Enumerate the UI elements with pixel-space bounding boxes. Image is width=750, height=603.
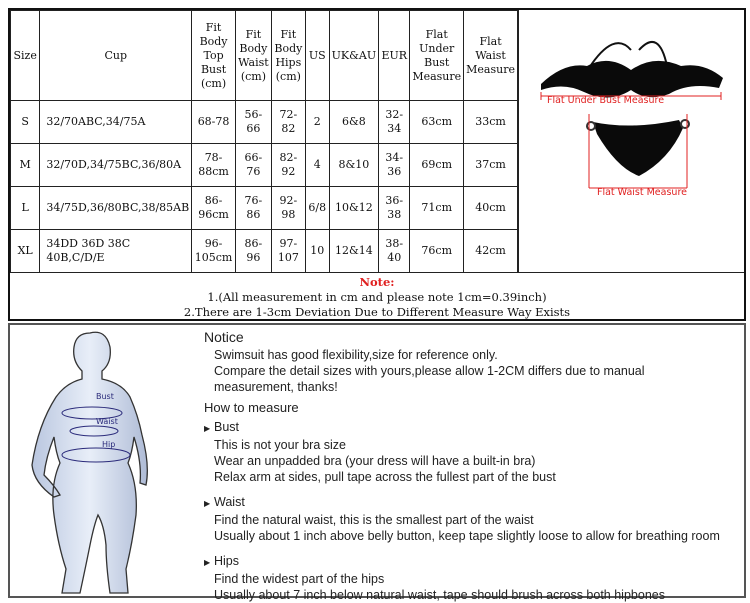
cell-us: 6/8 <box>305 187 329 230</box>
bust-title: Bust <box>214 420 240 434</box>
cell-under-bust: 76cm <box>410 230 464 273</box>
note-title: Note: <box>359 275 395 289</box>
bust-heading <box>204 419 742 437</box>
table-row <box>11 187 518 230</box>
triangle-bullet-icon: ▶ <box>204 424 211 433</box>
measurement-diagram <box>518 10 744 272</box>
cell-hips: 72-82 <box>271 101 305 144</box>
cell-top-bust: 68-78 <box>192 101 236 144</box>
cell-us: 10 <box>305 230 329 273</box>
header-us: US <box>305 11 329 101</box>
header-top-bust: Fit Body Top Bust (cm) <box>192 11 236 101</box>
notice-line-3: measurement, thanks! <box>214 380 338 394</box>
bust-line-1: This is not your bra size <box>214 438 346 452</box>
cell-flat-waist: 37cm <box>464 144 518 187</box>
cell-under-bust: 71cm <box>410 187 464 230</box>
bust-line-3: Relax arm at sides, pull tape across the fullest part of the bust <box>214 470 556 484</box>
notice-title: Notice <box>204 329 244 345</box>
note-section <box>10 272 744 322</box>
table-header-row <box>11 11 518 101</box>
cell-cup: 32/70D,34/75BC,36/80A <box>40 144 192 187</box>
cell-waist: 86-96 <box>235 230 271 273</box>
cell-flat-waist: 42cm <box>464 230 518 273</box>
cell-top-bust: 86-96cm <box>192 187 236 230</box>
cell-cup: 34/75D,36/80BC,38/85AB <box>40 187 192 230</box>
header-size: Size <box>11 11 40 101</box>
how-to-measure-title: How to measure <box>204 400 299 415</box>
hips-line-1: Find the widest part of the hips <box>214 572 385 586</box>
cell-cup: 34DD 36D 38C 40B,C/D/E <box>40 230 192 273</box>
bust-line-2: Wear an unpadded bra (your dress will have a built-in bra) <box>214 454 536 468</box>
note-line-2: 2.There are 1-3cm Deviation Due to Different Measure Way Exists <box>183 305 571 319</box>
cell-size: XL <box>11 230 40 273</box>
cell-cup: 32/70ABC,34/75A <box>40 101 192 144</box>
cell-waist: 76-86 <box>235 187 271 230</box>
cell-uk-au: 8&10 <box>329 144 379 187</box>
size-chart-panel <box>8 8 746 321</box>
triangle-bullet-icon: ▶ <box>204 558 211 567</box>
hips-title: Hips <box>214 554 240 568</box>
hips-heading <box>204 553 742 571</box>
size-table <box>10 10 518 273</box>
cell-under-bust: 69cm <box>410 144 464 187</box>
under-bust-label: Flat Under Bust Measure <box>547 95 665 106</box>
cell-hips: 92-98 <box>271 187 305 230</box>
cell-top-bust: 78-88cm <box>192 144 236 187</box>
cell-eur: 32-34 <box>379 101 410 144</box>
cell-waist: 66-76 <box>235 144 271 187</box>
header-uk-au: UK&AU <box>329 11 379 101</box>
header-hips: Fit Body Hips (cm) <box>271 11 305 101</box>
triangle-bullet-icon: ▶ <box>204 499 211 508</box>
header-under-bust: Flat Under Bust Measure <box>410 11 464 101</box>
cell-waist: 56-66 <box>235 101 271 144</box>
cell-eur: 34-36 <box>379 144 410 187</box>
cell-us: 4 <box>305 144 329 187</box>
cell-flat-waist: 40cm <box>464 187 518 230</box>
cell-eur: 38-40 <box>379 230 410 273</box>
table-row <box>11 144 518 187</box>
table-row <box>11 230 518 273</box>
note-line-1: 1.(All measurement in cm and please note 1cm=0.39inch) <box>207 290 547 304</box>
cell-uk-au: 12&14 <box>329 230 379 273</box>
notice-line-1: Swimsuit has good flexibility,size for reference only. <box>214 348 498 362</box>
cell-hips: 82-92 <box>271 144 305 187</box>
notice-line-2: Compare the detail sizes with yours,please allow 1-2CM differs due to manual <box>214 364 645 378</box>
header-flat-waist: Flat Waist Measure <box>464 11 518 101</box>
cell-eur: 36-38 <box>379 187 410 230</box>
waist-line-1: Find the natural waist, this is the smallest part of the waist <box>214 513 534 527</box>
cell-hips: 97-107 <box>271 230 305 273</box>
table-row <box>11 101 518 144</box>
waist-line-2: Usually about 1 inch above belly button, keep tape slightly loose to allow for breathing room <box>214 529 720 543</box>
waist-label: Waist <box>96 417 118 426</box>
cell-flat-waist: 33cm <box>464 101 518 144</box>
header-waist: Fit Body Waist (cm) <box>235 11 271 101</box>
bikini-diagram-icon <box>519 10 743 210</box>
cell-size: L <box>11 187 40 230</box>
notice-text <box>202 329 742 603</box>
header-eur: EUR <box>379 11 410 101</box>
cell-size: S <box>11 101 40 144</box>
cell-under-bust: 63cm <box>410 101 464 144</box>
cell-us: 2 <box>305 101 329 144</box>
cell-uk-au: 10&12 <box>329 187 379 230</box>
waist-label: Flat Waist Measure <box>597 187 687 198</box>
cell-size: M <box>11 144 40 187</box>
cell-top-bust: 96-105cm <box>192 230 236 273</box>
body-silhouette-icon <box>10 325 190 596</box>
hips-line-2: Usually about 7 inch below natural waist, tape should brush across both hipbones <box>214 588 665 602</box>
cell-uk-au: 6&8 <box>329 101 379 144</box>
hip-label: Hip <box>102 440 116 449</box>
header-cup: Cup <box>40 11 192 101</box>
waist-heading <box>204 494 742 512</box>
measure-guide-panel <box>8 323 746 602</box>
waist-title: Waist <box>214 495 245 509</box>
bust-label: Bust <box>96 392 114 401</box>
body-figure <box>10 325 190 596</box>
